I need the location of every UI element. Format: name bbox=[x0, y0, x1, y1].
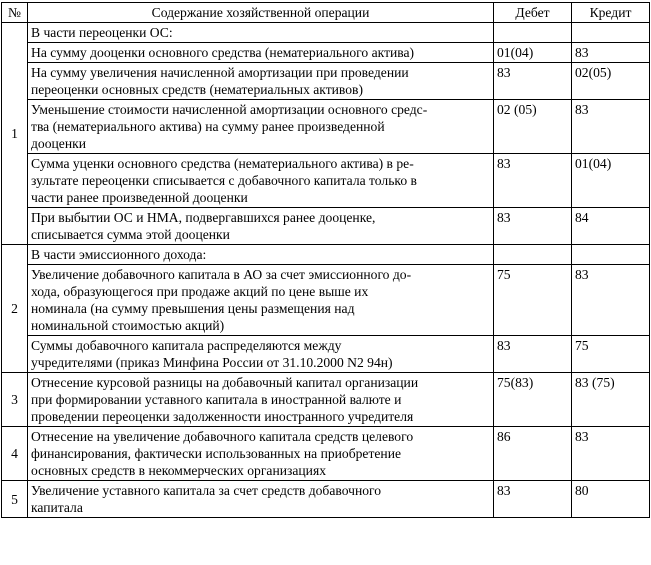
debit-cell bbox=[494, 23, 572, 43]
credit-cell: 83 bbox=[572, 265, 650, 336]
operation-text: На сумму увеличения начисленной амортизации при проведении переоценки основных средств (нематериальных активов) bbox=[28, 63, 494, 100]
header-content: Содержание хозяйственной операции bbox=[28, 3, 494, 23]
credit-cell: 01(04) bbox=[572, 154, 650, 208]
section-title: В части эмиссионного дохода: bbox=[28, 245, 494, 265]
operation-text: При выбытии ОС и НМА, подвергавшихся ранее дооценке, списывается сумма этой дооценки bbox=[28, 208, 494, 245]
header-row bbox=[2, 3, 650, 23]
debit-cell: 83 bbox=[494, 481, 572, 518]
debit-cell: 86 bbox=[494, 427, 572, 481]
table-row bbox=[2, 208, 650, 245]
credit-cell bbox=[572, 245, 650, 265]
operation-text: Отнесение на увеличение добавочного капитала средств целевого финансирования, фактически использованных на приобретение основных средств в некоммерческих организациях bbox=[28, 427, 494, 481]
operations-table bbox=[1, 2, 650, 518]
credit-cell: 75 bbox=[572, 336, 650, 373]
section-row bbox=[2, 23, 650, 43]
debit-cell: 83 bbox=[494, 208, 572, 245]
credit-cell: 84 bbox=[572, 208, 650, 245]
debit-cell: 02 (05) bbox=[494, 100, 572, 154]
debit-cell: 75(83) bbox=[494, 373, 572, 427]
table-row bbox=[2, 481, 650, 518]
group-number: 1 bbox=[2, 23, 28, 245]
header-credit: Кредит bbox=[572, 3, 650, 23]
credit-cell: 83 (75) bbox=[572, 373, 650, 427]
operation-text: Увеличение добавочного капитала в АО за счет эмиссионного до- хода, образующегося при продаже акций по цене выше их номинала (на сумму превышения цены размещения над номинальной стоимостью акций) bbox=[28, 265, 494, 336]
debit-cell: 83 bbox=[494, 154, 572, 208]
table-row bbox=[2, 427, 650, 481]
section-title: В части переоценки ОС: bbox=[28, 23, 494, 43]
table-row bbox=[2, 373, 650, 427]
operation-text: Отнесение курсовой разницы на добавочный капитал организации при формировании уставного капитала в иностранной валюте и проведении переоценки задолженности иностранного учредителя bbox=[28, 373, 494, 427]
credit-cell bbox=[572, 23, 650, 43]
credit-cell: 83 bbox=[572, 43, 650, 63]
header-debit: Дебет bbox=[494, 3, 572, 23]
credit-cell: 02(05) bbox=[572, 63, 650, 100]
table-row bbox=[2, 43, 650, 63]
table-row bbox=[2, 265, 650, 336]
credit-cell: 80 bbox=[572, 481, 650, 518]
debit-cell: 83 bbox=[494, 336, 572, 373]
table-row bbox=[2, 336, 650, 373]
operation-text: На сумму дооценки основного средства (нематериального актива) bbox=[28, 43, 494, 63]
operation-text: Суммы добавочного капитала распределяются между учредителями (приказ Минфина России от 31.10.2000 N2 94н) bbox=[28, 336, 494, 373]
debit-cell bbox=[494, 245, 572, 265]
group-number: 5 bbox=[2, 481, 28, 518]
operation-text: Уменьшение стоимости начисленной амортизации основного средс- тва (нематериального актива) на сумму ранее произведенной дооценки bbox=[28, 100, 494, 154]
debit-cell: 75 bbox=[494, 265, 572, 336]
debit-cell: 83 bbox=[494, 63, 572, 100]
credit-cell: 83 bbox=[572, 100, 650, 154]
table-row bbox=[2, 63, 650, 100]
header-num: № bbox=[2, 3, 28, 23]
group-number: 2 bbox=[2, 245, 28, 373]
table-row bbox=[2, 100, 650, 154]
credit-cell: 83 bbox=[572, 427, 650, 481]
operation-text: Увеличение уставного капитала за счет средств добавочного капитала bbox=[28, 481, 494, 518]
group-number: 4 bbox=[2, 427, 28, 481]
debit-cell: 01(04) bbox=[494, 43, 572, 63]
group-number: 3 bbox=[2, 373, 28, 427]
operation-text: Сумма уценки основного средства (нематериального актива) в ре- зультате переоценки списывается с добавочного капитала только в части ранее произведенной дооценки bbox=[28, 154, 494, 208]
section-row bbox=[2, 245, 650, 265]
table-row bbox=[2, 154, 650, 208]
